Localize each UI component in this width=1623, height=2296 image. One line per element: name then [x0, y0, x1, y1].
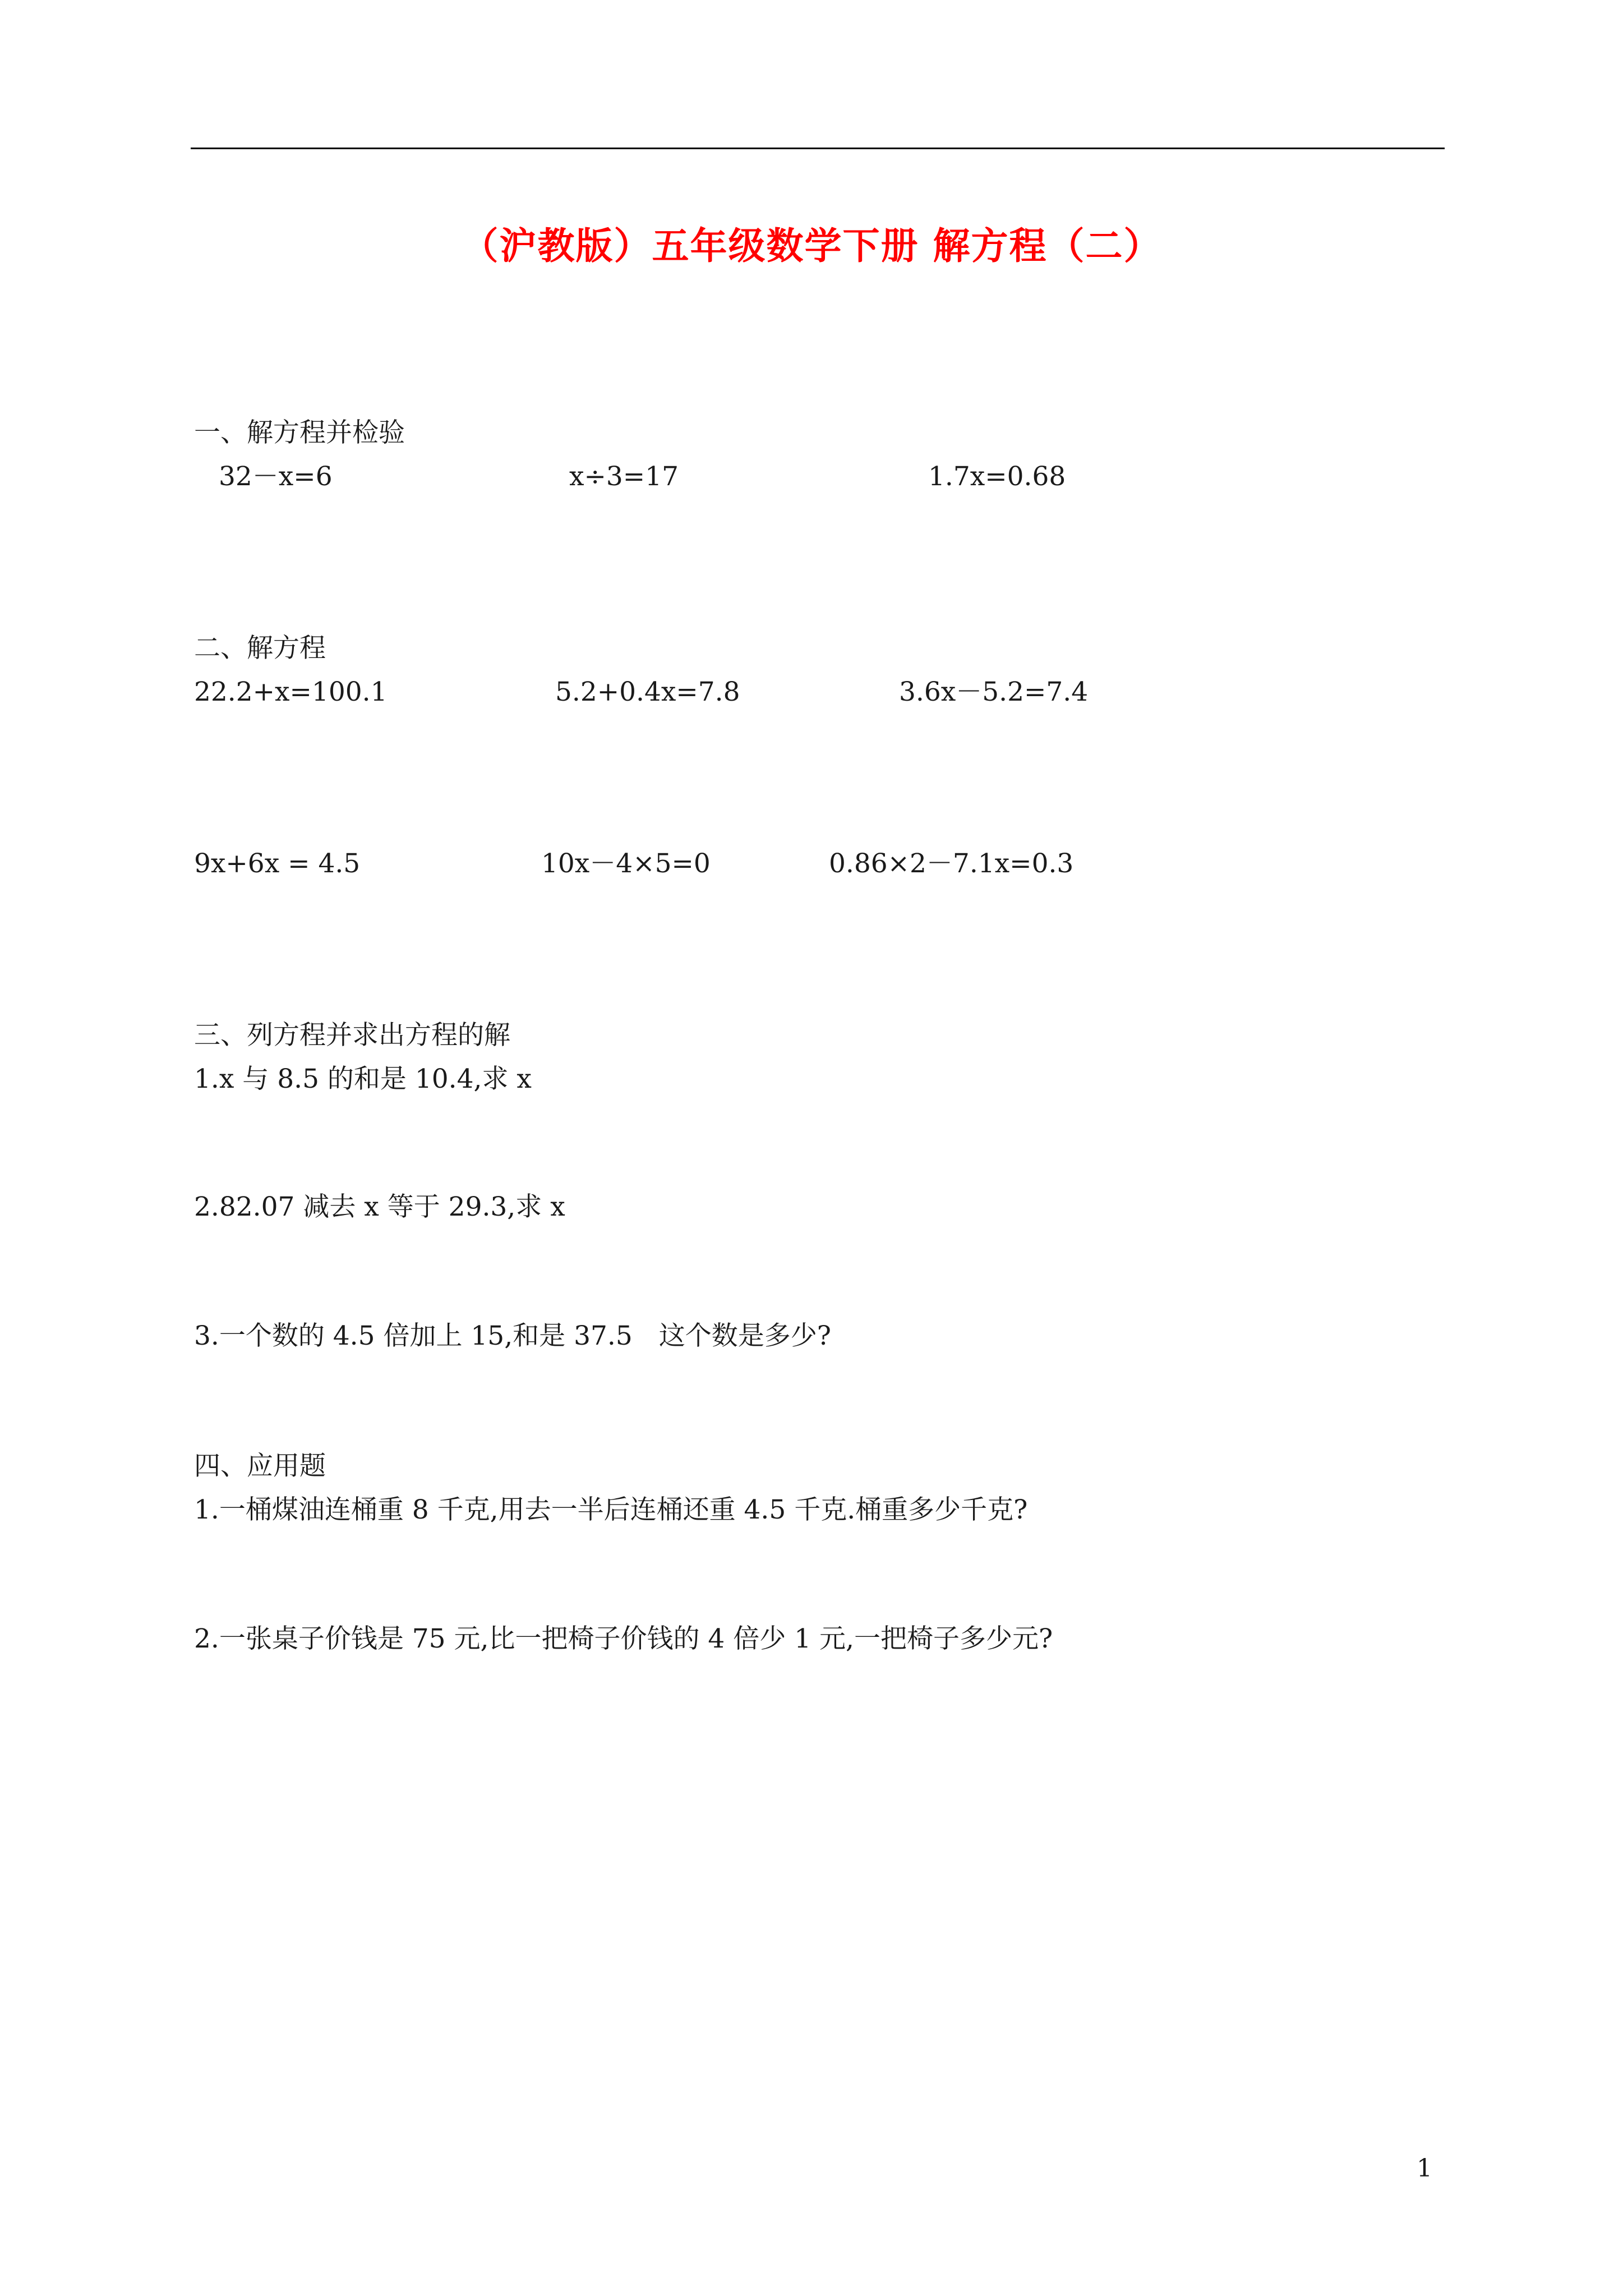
section3-question-2: 2.82.07 减去 x 等于 29.3,求 x	[194, 1191, 565, 1222]
section1-equation-3: 1.7x=0.68	[928, 461, 1066, 492]
section1-equation-2: x÷3=17	[569, 461, 679, 492]
section4-question-2: 2.一张桌子价钱是 75 元,比一把椅子价钱的 4 倍少 1 元,一把椅子多少元?	[194, 1623, 1053, 1654]
section1-equation-1: 32－x=6	[219, 461, 333, 492]
section2-heading: 二、解方程	[194, 633, 326, 664]
section2-equation-5: 10x－4×5=0	[541, 848, 711, 879]
page-number: 1	[1417, 2154, 1432, 2183]
section1-heading: 一、解方程并检验	[194, 417, 405, 448]
header-rule	[191, 148, 1445, 149]
section2-equation-4: 9x+6x = 4.5	[194, 848, 361, 879]
section2-equation-2: 5.2+0.4x=7.8	[555, 677, 740, 707]
section2-equation-6: 0.86×2－7.1x=0.3	[829, 848, 1074, 879]
section3-question-3: 3.一个数的 4.5 倍加上 15,和是 37.5 这个数是多少?	[194, 1320, 831, 1351]
page-title: （沪教版）五年级数学下册 解方程（二）	[461, 224, 1162, 268]
section4-heading: 四、应用题	[194, 1451, 326, 1481]
section2-equation-1: 22.2+x=100.1	[194, 677, 388, 707]
section3-question-1: 1.x 与 8.5 的和是 10.4,求 x	[194, 1064, 532, 1094]
section4-question-1: 1.一桶煤油连桶重 8 千克,用去一半后连桶还重 4.5 千克.桶重多少千克?	[194, 1494, 1028, 1525]
section3-heading: 三、列方程并求出方程的解	[194, 1020, 510, 1051]
section2-equation-3: 3.6x－5.2=7.4	[899, 677, 1089, 707]
